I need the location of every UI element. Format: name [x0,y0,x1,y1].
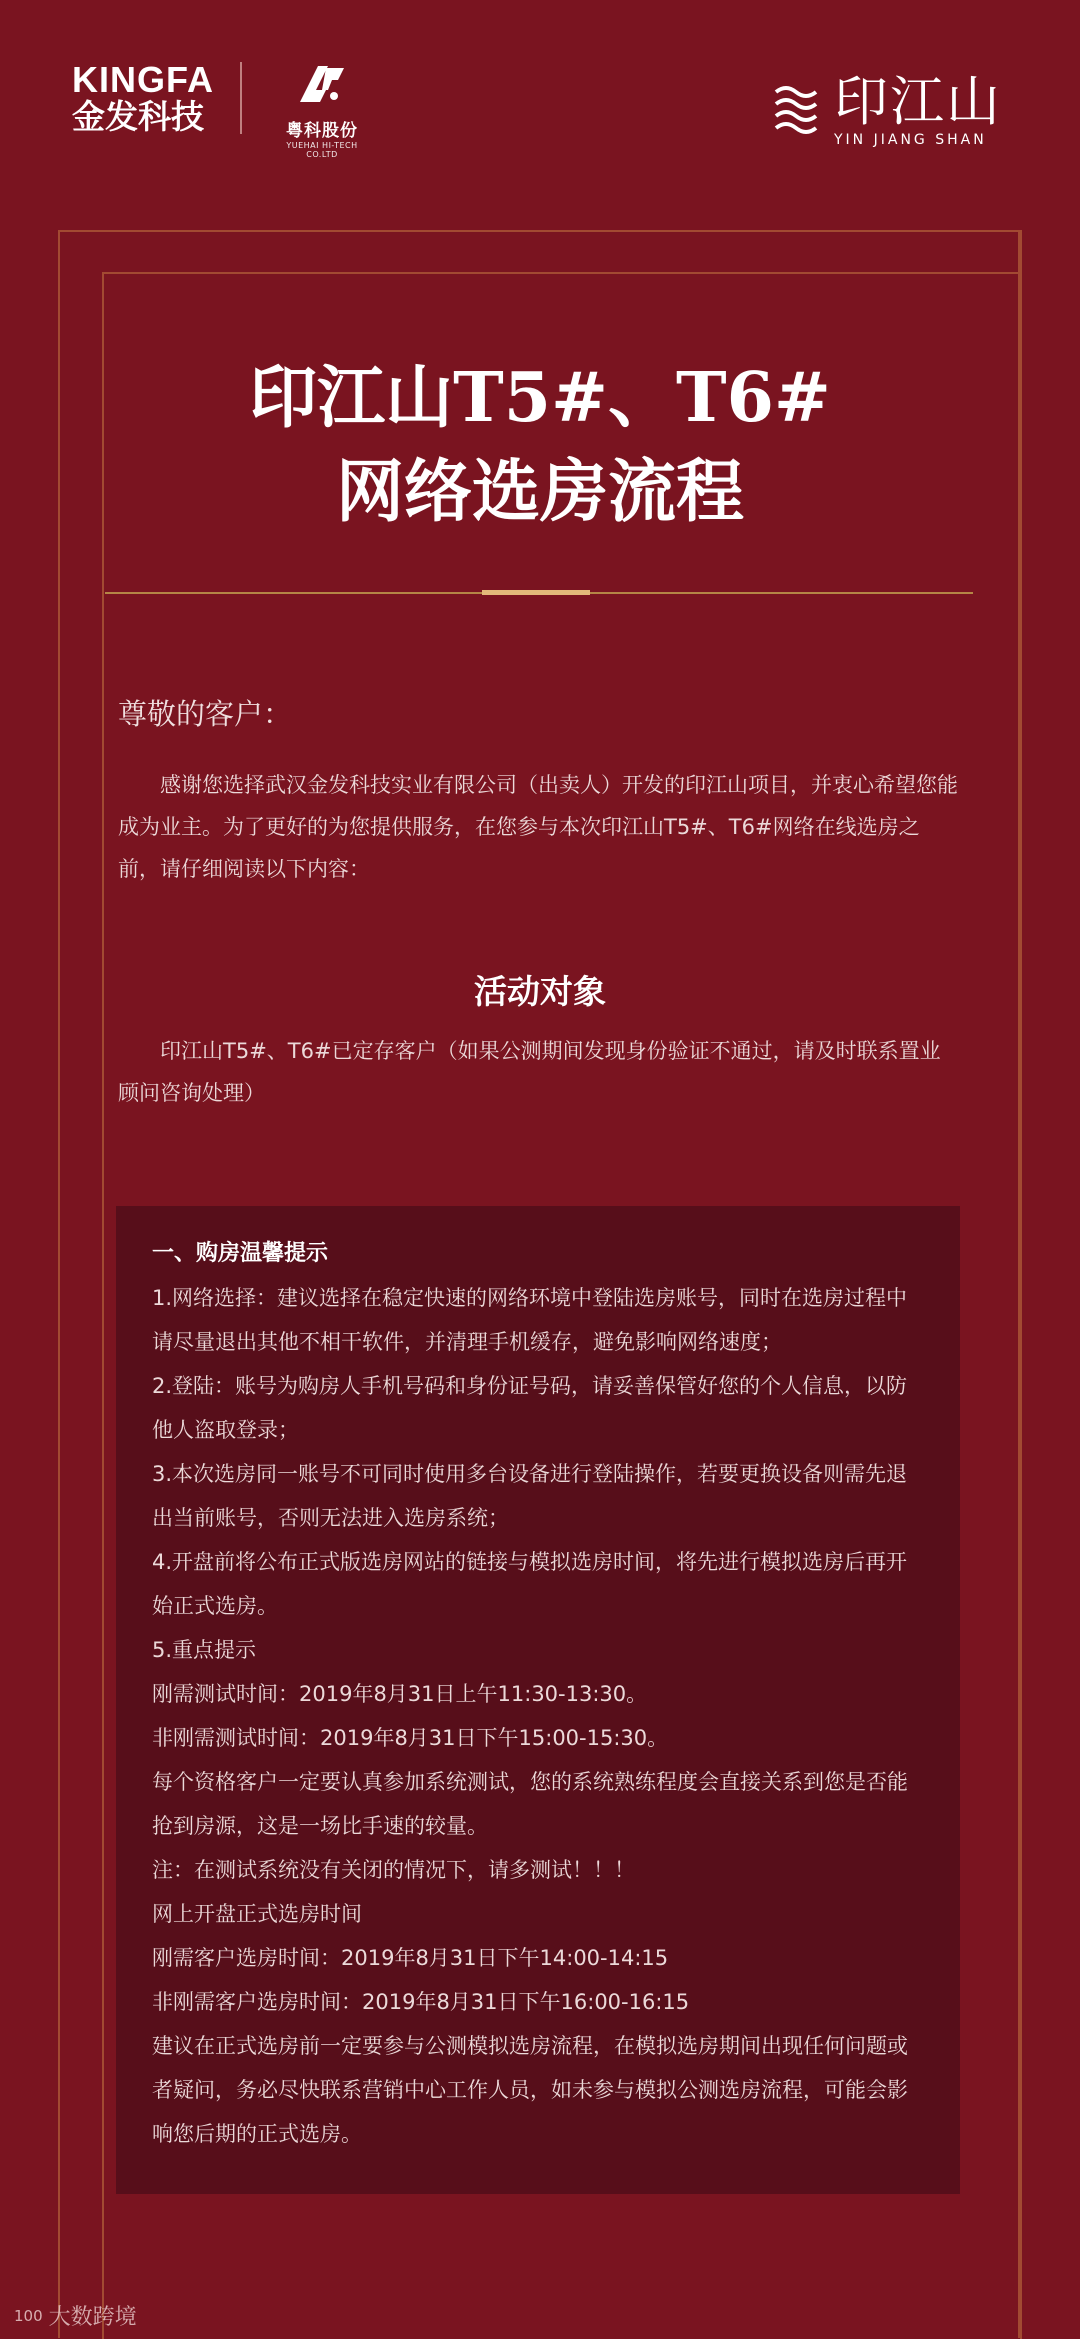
notice-line: 3.本次选房同一账号不可同时使用多台设备进行登陆操作，若要更换设备则需先退 [152,1462,908,1486]
notice-line: 2.登陆：账号为购房人手机号码和身份证号码，请妥善保管好您的个人信息，以防 [152,1374,908,1398]
page-title-line1: 印江山T5#、T6# [249,358,831,438]
kingfa-logo-en: KINGFA [72,59,215,100]
watermark-text: 大数跨境 [48,2305,137,2330]
notice-line: 他人盗取登录； [152,1418,299,1442]
notice-line: 出当前账号，否则无法进入选房系统； [152,1506,509,1530]
watermark-mark: 100 [14,2306,43,2325]
intro-paragraph: 感谢您选择武汉金发科技实业有限公司（出卖人）开发的印江山项目，并衷心希望您能成为业主。为了更好的为您提供服务，在您参与本次印江山T5#、T6#网络在线选房之前，请仔细阅读以下内容： [118,773,958,881]
notice-line: 非刚需测试时间：2019年8月31日下午15:00-15:30。 [152,1726,669,1750]
notice-line: 1.网络选择：建议选择在稳定快速的网络环境中登陆选房账号，同时在选房过程中 [152,1286,908,1310]
kingfa-logo-cn: 金发科技 [72,97,204,136]
yueke-emblem-icon [292,60,352,110]
notice-line: 者疑问，务必尽快联系营销中心工作人员，如未参与模拟公测选房流程，可能会影 [152,2078,908,2102]
notice-line: 请尽量退出其他不相干软件，并清理手机缓存，避免影响网络速度； [152,1330,782,1354]
notice-line: 每个资格客户一定要认真参加系统测试，您的系统熟练程度会直接关系到您是否能 [152,1770,908,1794]
page-title-line2: 网络选房流程 [335,452,744,532]
notice-line: 网上开盘正式选房时间 [152,1902,362,1926]
notice-line: 抢到房源，这是一场比手速的较量。 [152,1814,488,1838]
notice-line: 4.开盘前将公布正式版选房网站的链接与模拟选房时间，将先进行模拟选房后再开 [152,1550,908,1574]
yueke-logo-en: YUEHAI HI-TECH CO.LTD [286,141,358,159]
wave-emblem-icon [772,82,824,140]
notice-line: 响您后期的正式选房。 [152,2122,362,2146]
title-divider-accent [482,590,590,595]
notice-line: 注：在测试系统没有关闭的情况下，请多测试！！！ [152,1858,635,1882]
notice-line: 5.重点提示 [152,1638,257,1662]
watermark [14,2300,137,2331]
kingfa-logo [72,59,215,136]
yinjiangshan-logo-cn: 印江山 [834,70,1002,133]
yueke-logo-cn: 粤科股份 [286,121,358,141]
yueke-logo [282,60,362,159]
yinjiangshan-logo [772,70,1002,148]
notice-line: 建议在正式选房前一定要参与公测模拟选房流程，在模拟选房期间出现任何问题或 [152,2034,908,2058]
frame-right-line [1020,230,1022,2339]
notice-box [116,1206,960,2194]
greeting: 尊敬的客户： [118,697,293,731]
notice-heading: 一、购房温馨提示 [152,1241,329,1266]
yinjiangshan-logo-en: YIN JIANG SHAN [834,132,987,148]
notice-line: 非刚需客户选房时间：2019年8月31日下午16:00-16:15 [152,1990,690,2014]
logo-divider [240,62,242,134]
section-title: 活动对象 [474,972,606,1011]
notice-line: 刚需客户选房时间：2019年8月31日下午14:00-14:15 [152,1946,669,1970]
section-paragraph: 印江山T5#、T6#已定存客户（如果公测期间发现身份验证不通过，请及时联系置业顾问咨询处理） [118,1039,941,1105]
notice-line: 刚需测试时间：2019年8月31日上午11:30-13:30。 [152,1682,648,1706]
notice-line: 始正式选房。 [152,1594,278,1618]
